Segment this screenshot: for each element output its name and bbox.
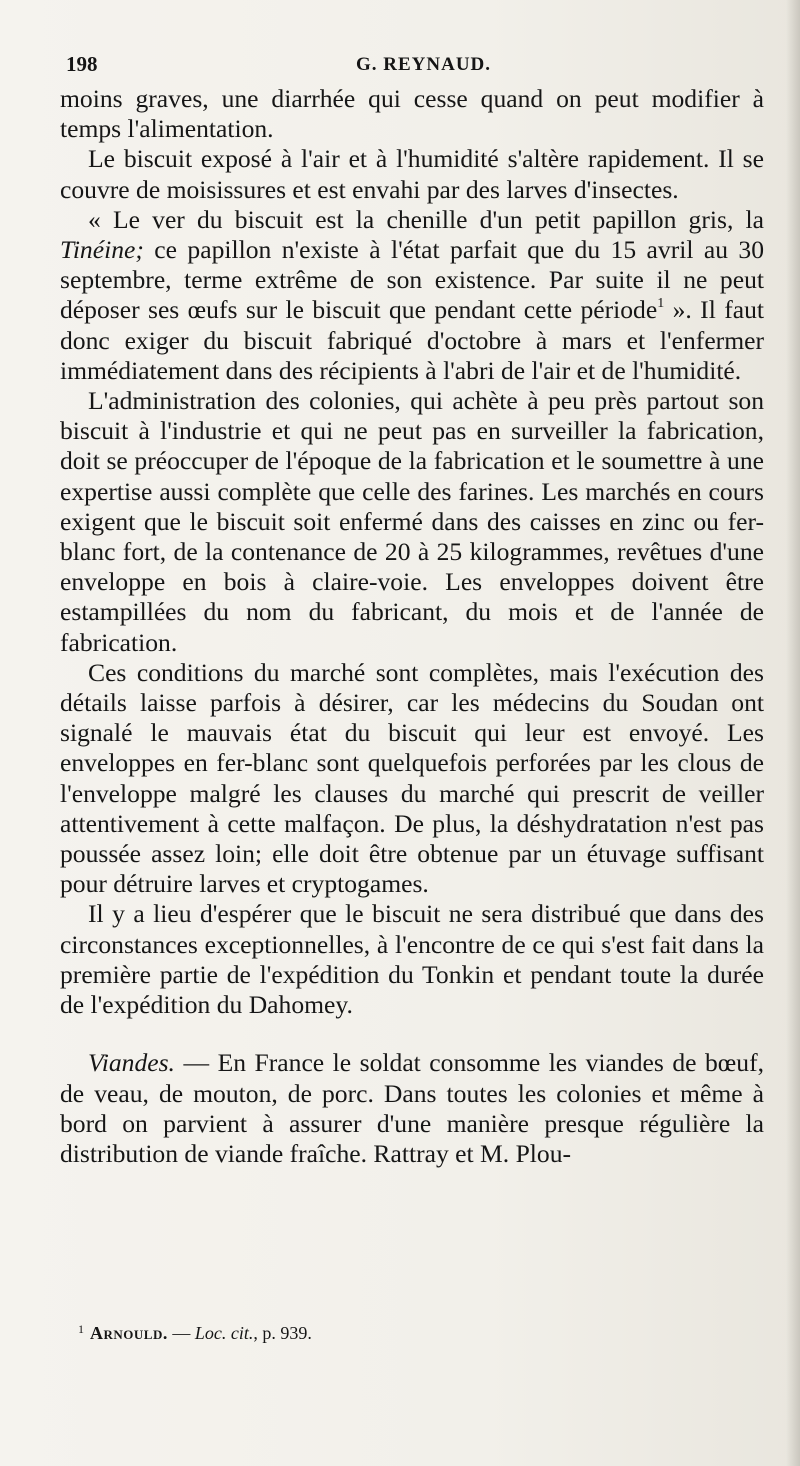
footnote-loc-cit: Loc. cit.: [194, 1323, 254, 1343]
paragraph-3-part-b: ce papillon n'existe à l'état parfait que du 15 avril au 30 septembre, terme extrême de son existence. Par suite il ne peut déposer ses œufs sur le biscuit que pendant cette période: [60, 235, 764, 325]
paragraph-3-part-a: « Le ver du biscuit est la chenille d'un petit papillon gris, la: [88, 204, 764, 234]
footnote-mark: 1: [78, 1322, 84, 1336]
page-edge-shadow: [786, 0, 800, 1466]
paragraph-5: Ces conditions du marché sont complètes, mais l'exécution des détails laisse parfois à désirer, car les médecins du Soudan ont signalé le mauvais état du biscuit qui leur est envoyé. Les enveloppes en fer-blanc sont quelquefois perforées par les clous de l'enveloppe malgré les clauses du marché qui prescrit de veiller attentivement à cette malfaçon. De plus, la déshydratation n'est pas poussée assez loin; elle doit être obtenue par un étuvage suffisant pour détruire larves et cryptogames.: [60, 657, 764, 899]
paragraph-6: Il y a lieu d'espérer que le biscuit ne sera distribué que dans des circonstances exceptionnelles, à l'encontre de ce qui s'est fait dans la première partie de l'expédition du Tonkin et pendant toute la durée de l'expédition du Dahomey.: [60, 899, 764, 1020]
footnote-reference: 1: [657, 296, 665, 312]
paragraph-3: [60, 205, 764, 386]
paragraph-4: L'administration des colonies, qui achète à peu près partout son biscuit à l'industrie et qui ne peut pas en surveiller la fabrication, doit se préoccuper de l'époque de la fabrication et le soumettre à une expertise aussi complète que celle des farines. Les marchés en cours exigent que le biscuit soit enfermé dans des caisses en zinc ou fer-blanc fort, de la contenance de 20 à 25 kilogrammes, revêtues d'une enveloppe en bois à claire-voie. Les enveloppes doivent être estampillées du nom du fabricant, du mois et de l'année de fabrication.: [60, 386, 764, 657]
paragraph-3-part-c: ». Il faut donc exiger du biscuit fabriqué d'octobre à mars et l'enfermer immédiatement dans des récipients à l'abri de l'air et de l'humidité.: [60, 295, 764, 385]
footnote-page: , p. 939.: [253, 1323, 312, 1343]
paragraph-7: [60, 1048, 764, 1169]
section-heading-viandes: Viandes.: [88, 1048, 175, 1078]
body-text: [60, 84, 764, 1169]
paragraph-7-text: — En France le soldat consomme les viandes de bœuf, de veau, de mouton, de porc. Dans toutes les colonies et même à bord on parvient à assurer d'une manière presque régulière la distribution de viande fraîche. Rattray et M. Plou-: [60, 1048, 764, 1168]
paragraph-2: Le biscuit exposé à l'air et à l'humidité s'altère rapidement. Il se couvre de moisissures et est envahi par des larves d'insectes.: [60, 144, 764, 204]
page-number: 198: [66, 52, 98, 76]
footnote-author: Arnould.: [90, 1323, 168, 1343]
footnote-dash: —: [167, 1323, 195, 1343]
page-header: [66, 52, 756, 82]
running-head: G. REYNAUD.: [356, 54, 492, 75]
tineine-term: Tinéine;: [60, 235, 144, 265]
paragraph-1: moins graves, une diarrhée qui cesse quand on peut modifier à temps l'alimentation.: [60, 84, 764, 144]
footnote: [78, 1318, 738, 1344]
